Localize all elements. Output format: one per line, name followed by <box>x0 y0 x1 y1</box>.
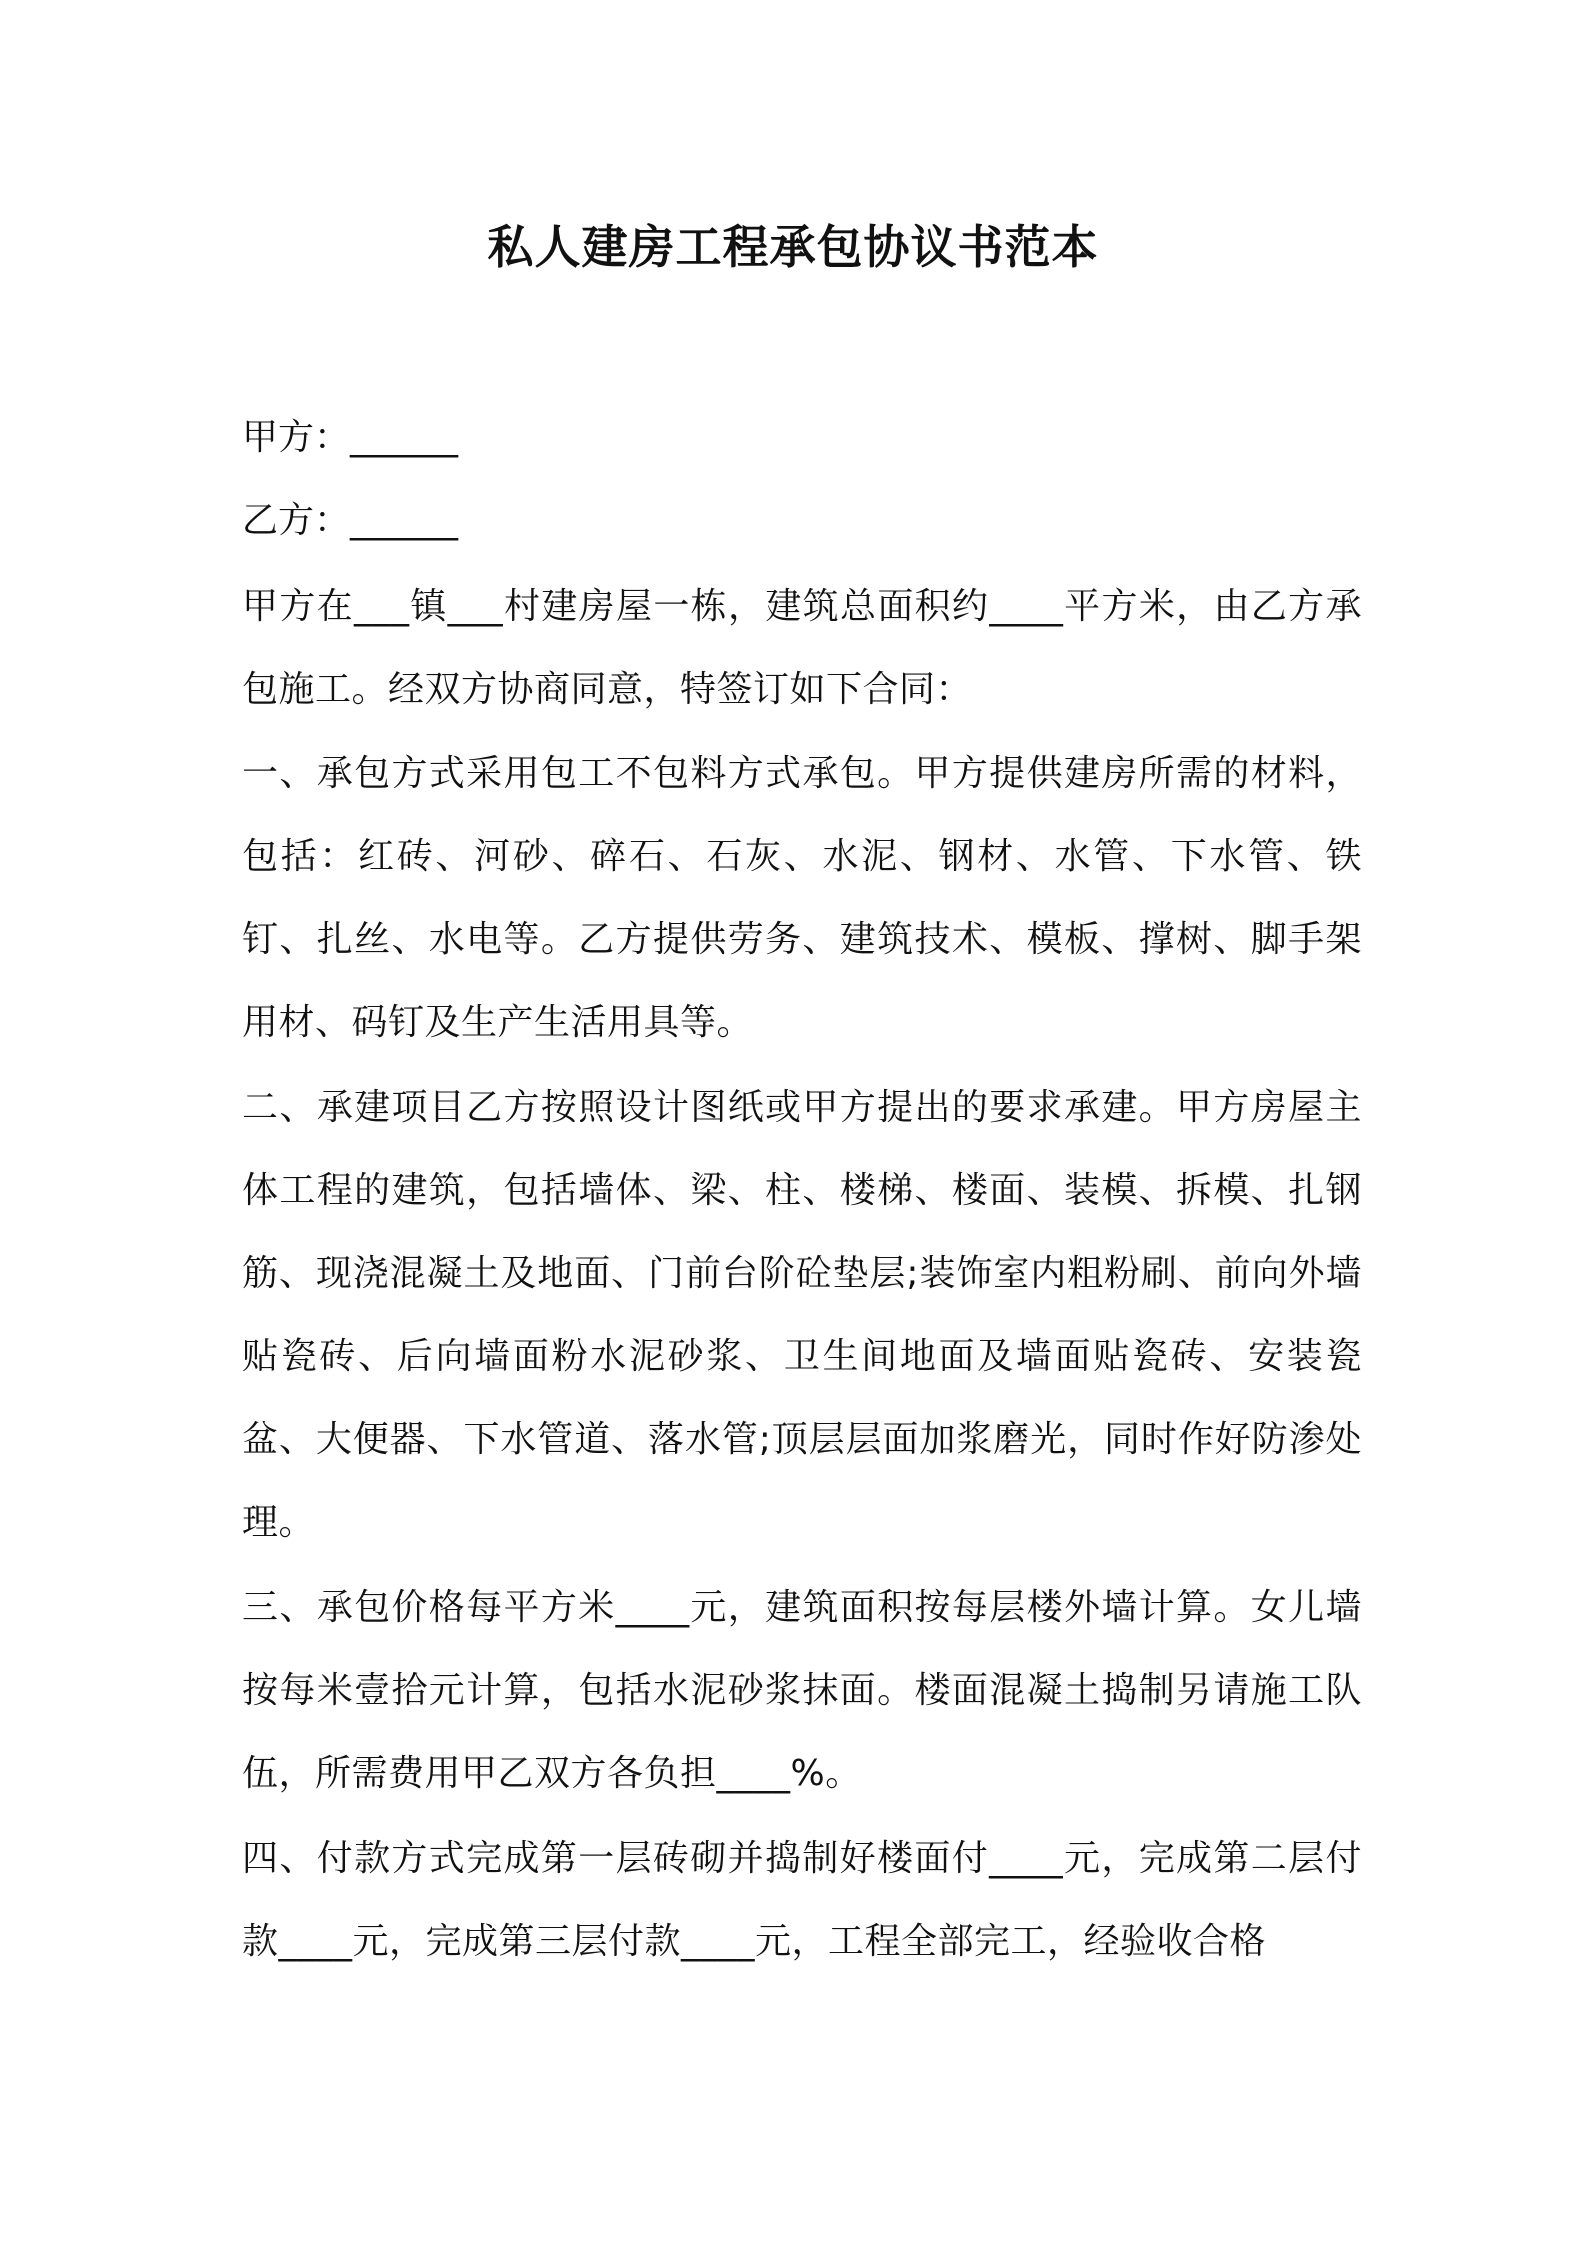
document-title: 私人建房工程承包协议书范本 <box>487 220 1099 274</box>
clause-2-paragraph: 二、承建项目乙方按照设计图纸或甲方提出的要求承建。甲方房屋主体工程的建筑，包括墙体、梁、柱、楼梯、楼面、装模、拆模、扎钢筋、现浇混凝土及地面、门前台阶砼垫层;装饰室内粗粉刷、前向外墙贴瓷砖、后向墙面粉水泥砂浆、卫生间地面及墙面贴瓷砖、安装瓷盆、大便器、下水管道、落水管;顶层层面加浆磨光，同时作好防渗处理。 <box>242 1087 1362 1543</box>
party-a-line: 甲方：______ <box>242 417 459 458</box>
intro-paragraph: 甲方在___镇___村建房屋一栋，建筑总面积约____平方米，由乙方承包施工。经双方协商同意，特签订如下合同： <box>242 586 1362 710</box>
party-b-line: 乙方：______ <box>242 500 459 541</box>
clause-1-paragraph: 一、承包方式采用包工不包料方式承包。甲方提供建房所需的材料，包括：红砖、河砂、碎石、石灰、水泥、钢材、水管、下水管、铁钉、扎丝、水电等。乙方提供劳务、建筑技术、模板、撑树、脚手架用材、码钉及生产生活用具等。 <box>242 753 1362 1043</box>
clause-3-paragraph: 三、承包价格每平方米____元，建筑面积按每层楼外墙计算。女儿墙按每米壹拾元计算，包括水泥砂浆抹面。楼面混凝土捣制另请施工队伍，所需费用甲乙双方各负担____%。 <box>242 1587 1362 1794</box>
clause-4-paragraph: 四、付款方式完成第一层砖砌并捣制好楼面付____元，完成第二层付款____元，完成第三层付款____元，工程全部完工，经验收合格 <box>242 1838 1362 1962</box>
